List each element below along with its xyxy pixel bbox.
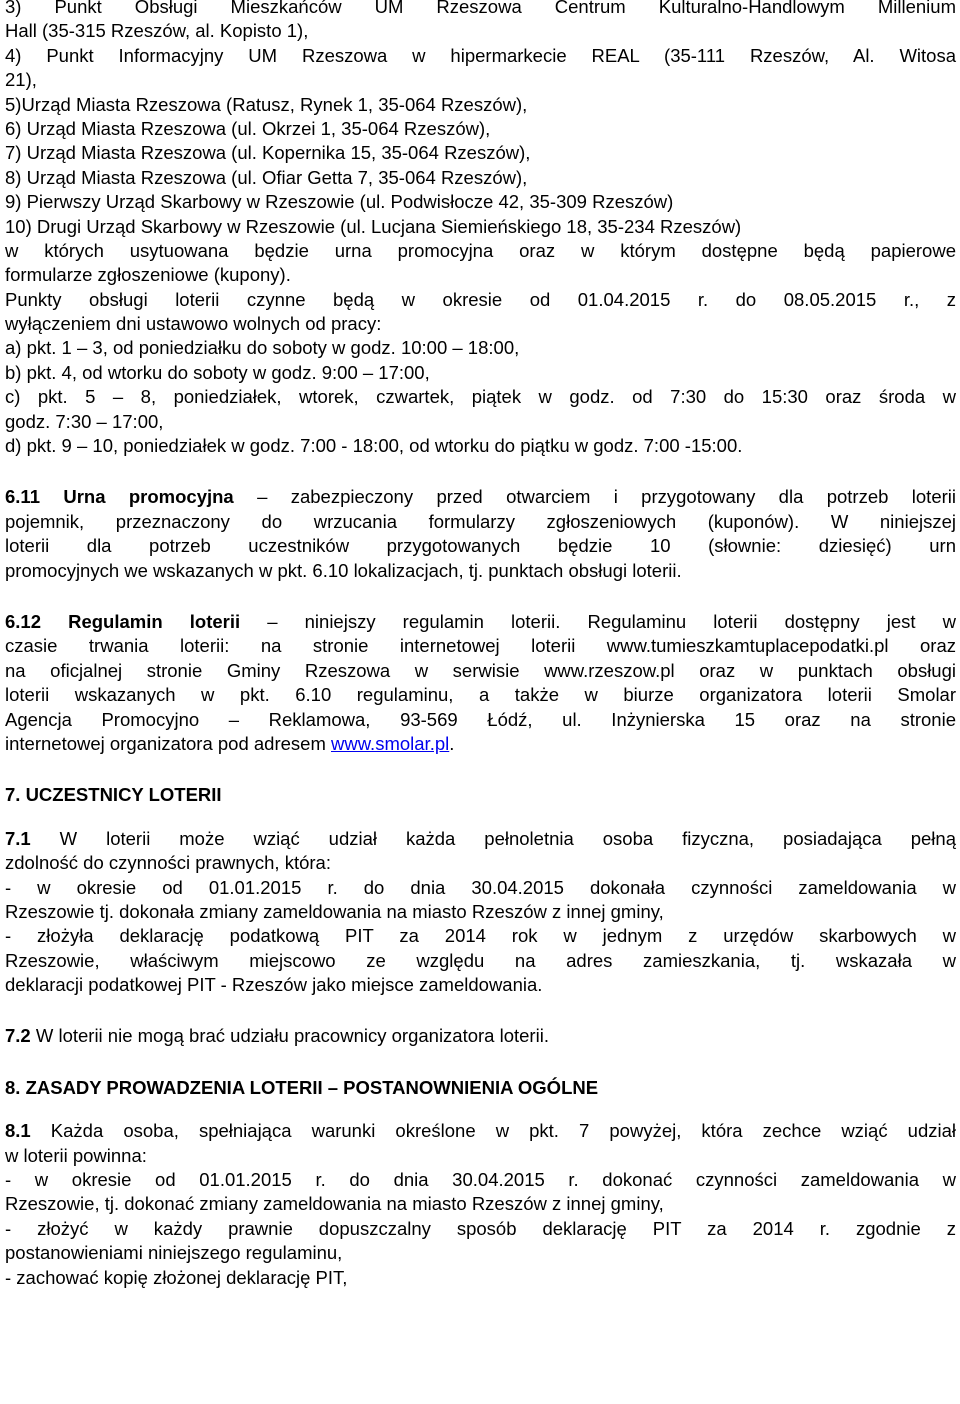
organizer-website-link[interactable]: www.smolar.pl [331, 732, 450, 754]
section-number: 7.1 [5, 827, 31, 849]
paragraph-line: Rzeszowie, właściwym miejscowo ze względu na adres zamieszkania, tj. wskazała w [5, 949, 956, 971]
paragraph-line [5, 732, 956, 756]
paragraph-line [5, 485, 956, 509]
section-heading: Urna promocyjna [40, 486, 234, 508]
paragraph-line: pojemnik, przeznaczony do wrzucania formularzy zgłoszeniowych (kuponów). W niniejszej [5, 510, 956, 532]
hours-item: c) pkt. 5 – 8, poniedziałek, wtorek, czwartek, piątek w godz. od 7:30 do 15:30 oraz środa w [5, 386, 956, 408]
list-item: 4) Punkt Informacyjny UM Rzeszowa w hipermarkecie REAL (35-111 Rzeszów, Al. Witosa [5, 44, 956, 66]
section-6-12 [5, 610, 956, 756]
section-number: 7.2 [5, 1025, 31, 1047]
paragraph-line: loterii dla potrzeb uczestników przygotowanych będzie 10 (słownie: dziesięć) urn [5, 535, 956, 557]
paragraph-line: Rzeszowie tj. dokonała zmiany zameldowania na miasto Rzeszów z innej gminy, [5, 900, 664, 922]
paragraph-line: deklaracji podatkowej PIT - Rzeszów jako miejsce zameldowania. [5, 974, 543, 996]
section-heading: Regulamin loterii [41, 610, 241, 632]
paragraph-line: promocyjnych we wskazanych w pkt. 6.10 lokalizacjach, tj. punktach obsługi loterii. [5, 559, 682, 581]
paragraph-line: loterii wskazanych w pkt. 6.10 regulaminu, a także w biurze organizatora loterii Smolar [5, 684, 956, 706]
paragraph-text: – niniejszy regulamin loterii. Regulaminu loterii dostępny jest w [240, 610, 957, 632]
list-item: 9) Pierwszy Urząd Skarbowy w Rzeszowie (ul. Podwisłocze 42, 35-309 Rzeszów) [5, 191, 674, 213]
list-item: 21), [5, 69, 37, 91]
paragraph-text: internetowej organizatora pod adresem [5, 732, 331, 754]
document-page [5, 0, 956, 1290]
section-7 [5, 783, 956, 1049]
paragraph-line: - w okresie od 01.01.2015 r. do dnia 30.04.2015 r. dokonać czynności zameldowania w [5, 1169, 956, 1191]
paragraph-line: na oficjalnej stronie Gminy Rzeszowa w serwisie www.rzeszow.pl oraz w punktach obsługi [5, 659, 956, 681]
paragraph-line: Agencja Promocyjno – Reklamowa, 93-569 Łódź, ul. Inżynierska 15 oraz na stronie [5, 708, 956, 730]
text-line: formularze zgłoszeniowe (kupony). [5, 264, 291, 286]
paragraph-text: W loterii może wziąć udział każda pełnoletnia osoba fizyczna, posiadająca pełną [30, 827, 956, 849]
section-number: 6.11 [5, 486, 40, 508]
section-number: 8.1 [5, 1120, 31, 1142]
list-item: 10) Drugi Urząd Skarbowy w Rzeszowie (ul. Lucjana Siemieńskiego 18, 35-234 Rzeszów) [5, 215, 742, 237]
paragraph-line [5, 1024, 956, 1048]
section-8 [5, 1076, 956, 1290]
paragraph-line: w loterii powinna: [5, 1144, 147, 1166]
list-item: 5)Urząd Miasta Rzeszowa (Ratusz, Rynek 1, 35-064 Rzeszów), [5, 93, 528, 115]
list-item: Hall (35-315 Rzeszów, al. Kopisto 1), [5, 20, 309, 42]
paragraph-line: - złożyć w każdy prawnie dopuszczalny sposób deklarację PIT za 2014 r. zgodnie z [5, 1217, 956, 1239]
paragraph-line [5, 610, 956, 634]
paragraph-line: - złożyła deklarację podatkową PIT za 2014 rok w jednym z urzędów skarbowych w [5, 925, 956, 947]
hours-item: b) pkt. 4, od wtorku do soboty w godz. 9:00 – 17:00, [5, 361, 430, 383]
paragraph-text: W loterii nie mogą brać udziału pracownicy organizatora loterii. [30, 1025, 549, 1047]
paragraph-text: . [449, 732, 455, 754]
paragraph-line: postanowieniami niniejszego regulaminu, [5, 1242, 343, 1264]
paragraph-line: zdolność do czynności prawnych, która: [5, 852, 331, 874]
lottery-points-list [5, 0, 956, 458]
section-6-11 [5, 485, 956, 583]
text-line: w których usytuowana będzie urna promocyjna oraz w którym dostępne będą papierowe [5, 239, 956, 261]
paragraph-line: Rzeszowie, tj. dokonać zmiany zameldowania na miasto Rzeszów z innej gminy, [5, 1193, 664, 1215]
text-line: wyłączeniem dni ustawowo wolnych od pracy: [5, 313, 382, 335]
paragraph-text: Każda osoba, spełniająca warunki określone w pkt. 7 powyżej, która zechce wziąć udział [30, 1120, 956, 1142]
hours-item: godz. 7:30 – 17:00, [5, 410, 164, 432]
paragraph-line [5, 1119, 956, 1143]
section-heading: 8. ZASADY PROWADZENIA LOTERII – POSTANOWNIENIA OGÓLNE [5, 1076, 599, 1098]
list-item: 3) Punkt Obsługi Mieszkańców UM Rzeszowa Centrum Kulturalno-Handlowym Millenium [5, 0, 956, 17]
paragraph-text: – zabezpieczony przed otwarciem i przygotowany dla potrzeb loterii [233, 486, 956, 508]
list-item: 7) Urząd Miasta Rzeszowa (ul. Kopernika 15, 35-064 Rzeszów), [5, 142, 531, 164]
opening-hours-intro: Punkty obsługi loterii czynne będą w okresie od 01.04.2015 r. do 08.05.2015 r., z [5, 288, 956, 310]
section-number: 6.12 [5, 610, 42, 632]
paragraph-line [5, 827, 956, 851]
paragraph-line: - w okresie od 01.01.2015 r. do dnia 30.04.2015 dokonała czynności zameldowania w [5, 876, 956, 898]
hours-item: a) pkt. 1 – 3, od poniedziałku do soboty w godz. 10:00 – 18:00, [5, 337, 520, 359]
paragraph-line: czasie trwania loterii: na stronie internetowej loterii www.tumieszkamtuplacepodatki.pl oraz [5, 635, 956, 657]
list-item: 8) Urząd Miasta Rzeszowa (ul. Ofiar Getta 7, 35-064 Rzeszów), [5, 166, 528, 188]
list-item: 6) Urząd Miasta Rzeszowa (ul. Okrzei 1, 35-064 Rzeszów), [5, 117, 491, 139]
hours-item: d) pkt. 9 – 10, poniedziałek w godz. 7:00 - 18:00, od wtorku do piątku w godz. 7:00 -15:00. [5, 435, 743, 457]
section-heading: 7. UCZESTNICY LOTERII [5, 784, 222, 806]
paragraph-line: - zachować kopię złożonej deklarację PIT, [5, 1266, 348, 1288]
